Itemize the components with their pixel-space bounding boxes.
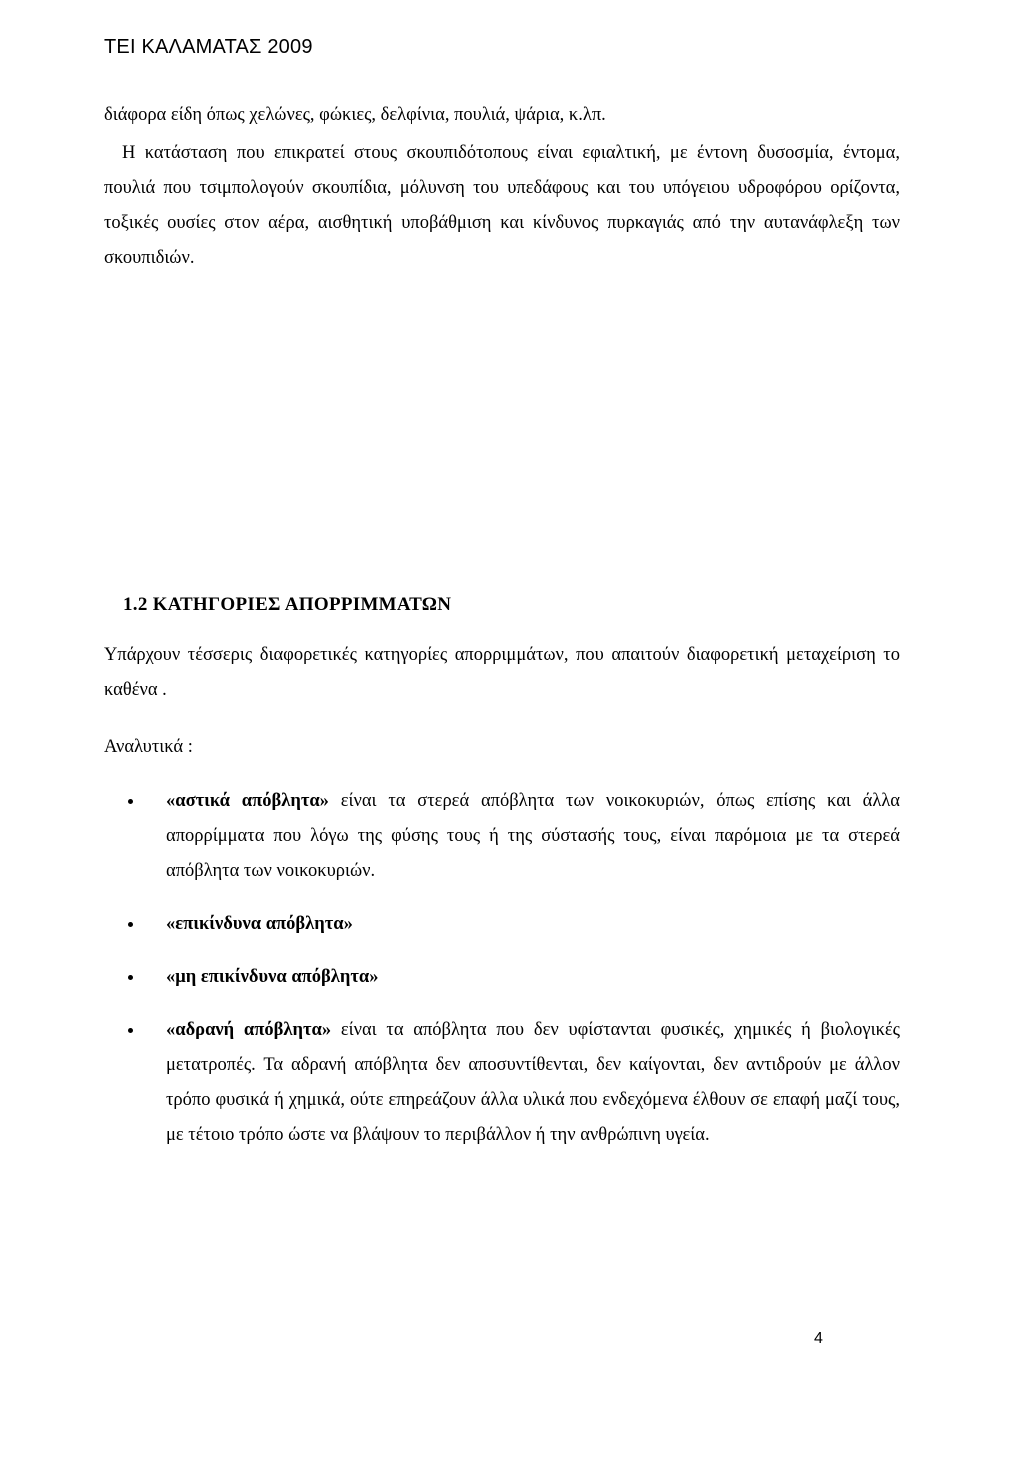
category-term: «αστικά απόβλητα» [166,791,329,811]
document-header: ΤΕΙ ΚΑΛΑΜΑΤΑΣ 2009 [104,36,313,58]
section-heading: 1.2 ΚΑΤΗΓΟΡΙΕΣ ΑΠΟΡΡΙΜΜΑΤΩΝ [123,594,452,615]
bullet-icon [128,1028,133,1033]
intro-paragraph: Η κατάσταση που επικρατεί στους σκουπιδότοπους είναι εφιαλτική, με έντονη δυσοσμία, έντομα, πουλιά που τσιμπολογούν σκουπίδια, μόλυνση του υπεδάφους και του υπόγειου υδροφόρου ορίζοντα, τοξικές ουσίες στον αέρα, αισθητική υποβάθμιση και κίνδυνος πυρκαγιάς από την αυτανάφλεξη των σκουπιδιών. [104,143,900,268]
category-description: είναι τα απόβλητα που δεν υφίστανται φυσικές, χημικές ή βιολογικές μετατροπές. Τα αδρανή απόβλητα δεν αποσυντίθενται, δεν καίγονται, δεν αντιδρούν με άλλον τρόπο φυσικά ή χημικά, ούτε επηρεάζουν άλλα υλικά που ενδεχόμενα έλθουν σε επαφή μαζί τους, με τέτοιο τρόπο ώστε να βλάψουν το περιβάλλον ή την ανθρώπινη υγεία. [166,1020,901,1145]
categories-list [128,784,900,1171]
analytika-label: Αναλυτικά : [104,737,193,757]
categories-intro: Υπάρχουν τέσσερις διαφορετικές κατηγορίες απορριμμάτων, που απαιτούν διαφορετική μεταχείριση το καθένα . [104,645,900,700]
bullet-icon [128,799,133,804]
list-item [128,784,900,889]
category-term: «μη επικίνδυνα απόβλητα» [166,967,379,987]
bullet-icon [128,975,133,980]
list-item [128,960,900,995]
category-description: είναι τα στερεά απόβλητα των νοικοκυριών, όπως επίσης και άλλα απορρίμματα που λόγω της φύσης τους ή της σύστασής τους, είναι παρόμοια με τα στερεά απόβλητα των νοικοκυριών. [166,791,900,881]
list-item [128,907,900,942]
bullet-icon [128,922,133,927]
intro-first-line: διάφορα είδη όπως χελώνες, φώκιες, δελφίνια, πουλιά, ψάρια, κ.λπ. [104,105,606,125]
list-item [128,1013,900,1153]
page-number: 4 [814,1330,823,1347]
category-term: «αδρανή απόβλητα» [166,1020,332,1040]
category-term: «επικίνδυνα απόβλητα» [166,914,353,934]
